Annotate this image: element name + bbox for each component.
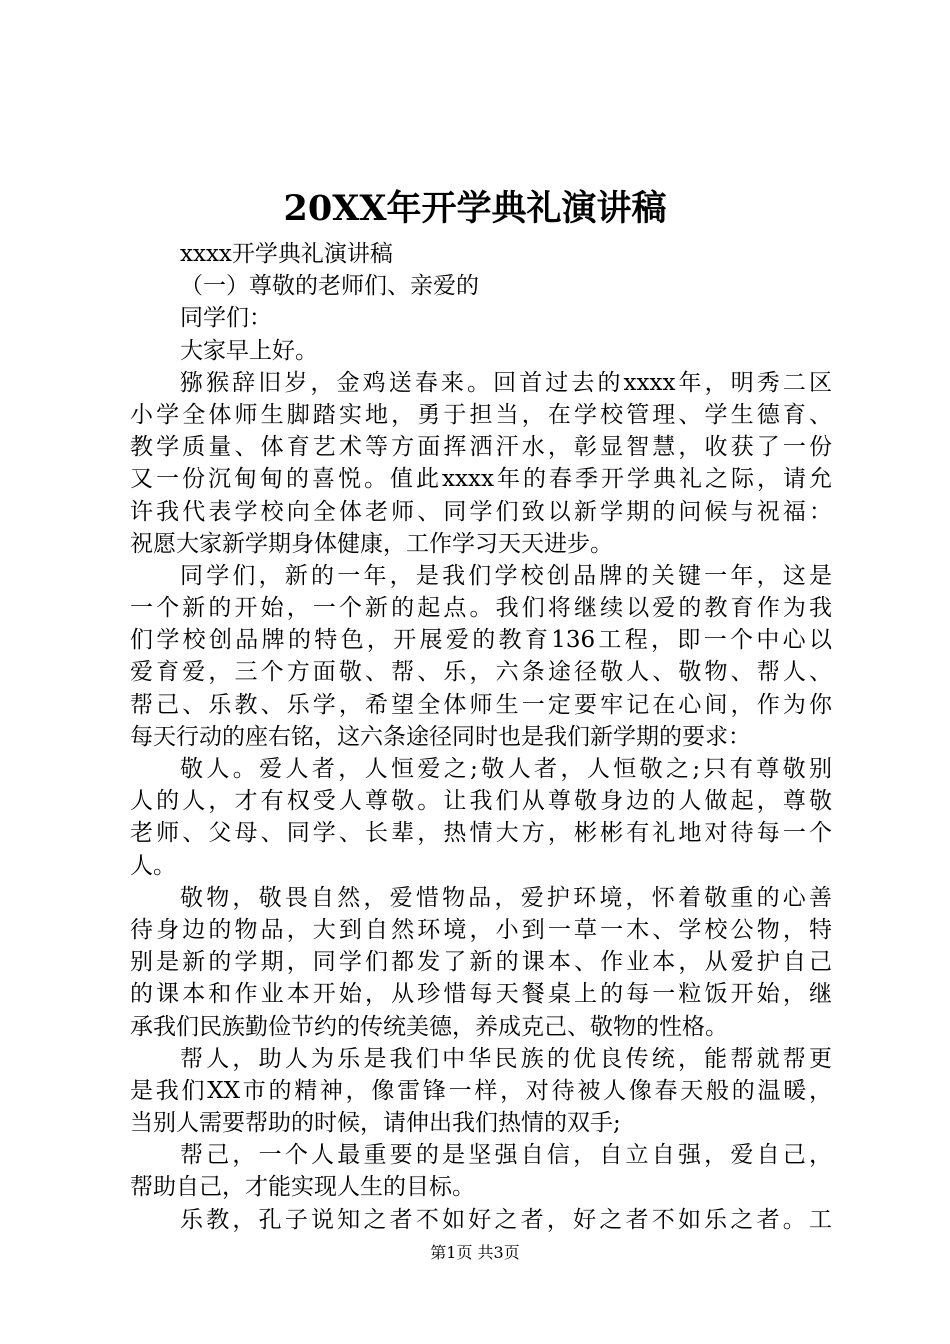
body-line: 教学质量、体育艺术等方面挥洒汗水，彰显智慧，收获了一份: [130, 434, 832, 461]
body-line: 承我们民族勤俭节约的传统美德，养成克己、敬物的性格。: [130, 1013, 728, 1040]
body-line: 大家早上好。: [180, 337, 318, 364]
body-line: 老师、父母、同学、长辈，热情大方，彬彬有礼地对待每一个: [130, 820, 832, 847]
body-line: 当别人需要帮助的时候，请伸出我们热情的双手;: [130, 1110, 621, 1137]
page-footer: 第1页 共3页: [430, 1243, 520, 1262]
body-line: 的课本和作业本开始，从珍惜每天餐桌上的每一粒饭开始，继: [130, 981, 832, 1008]
body-line: 敬物，敬畏自然，爱惜物品，爱护环境，怀着敬重的心善: [180, 884, 832, 911]
document-body: [130, 238, 832, 1236]
body-line: 祝愿大家新学期身体健康，工作学习天天进步。: [130, 530, 613, 557]
document-title: 20XX年开学典礼演讲稿: [283, 188, 667, 229]
body-line: 爱育爱，三个方面敬、帮、乐，六条途径敬人、敬物、帮人、: [130, 659, 832, 686]
body-line: 许我代表学校向全体老师、同学们致以新学期的问候与祝福：: [130, 498, 832, 525]
body-line: 帮人，助人为乐是我们中华民族的优良传统，能帮就帮更: [180, 1045, 832, 1072]
body-line: 敬人。爱人者，人恒爱之;敬人者，人恒敬之;只有尊敬别: [180, 756, 832, 782]
body-line: 帮己，一个人最重要的是坚强自信，自立自强，爱自己，: [180, 1142, 832, 1169]
body-line: 们学校创品牌的特色，开展爱的教育136工程，即一个中心以: [130, 627, 832, 654]
body-line: 人。: [130, 852, 176, 879]
body-line: 乐教，孔子说知之者不如好之者，好之者不如乐之者。工: [180, 1206, 832, 1233]
body-line: 猕猴辞旧岁，金鸡送春来。回首过去的xxxx年，明秀二区: [180, 369, 832, 396]
body-line: 帮助自己，才能实现人生的目标。: [130, 1174, 475, 1201]
body-line: 是我们XX市的精神，像雷锋一样，对待被人像春天般的温暖，: [130, 1077, 832, 1104]
body-line: 一个新的开始，一个新的起点。我们将继续以爱的教育作为我: [130, 595, 832, 622]
body-line: 同学们，新的一年，是我们学校创品牌的关键一年，这是: [180, 562, 832, 589]
body-line: 同学们：: [180, 305, 272, 332]
body-line: 人的人，才有权受人尊敬。让我们从尊敬身边的人做起，尊敬: [130, 788, 832, 815]
body-line: 待身边的物品，大到自然环境，小到一草一木、学校公物，特: [130, 916, 832, 943]
body-line: 帮己、乐教、乐学，希望全体师生一定要牢记在心间，作为你: [130, 691, 832, 718]
body-line: （一）尊敬的老师们、亲爱的: [180, 273, 479, 300]
body-line: xxxx开学典礼演讲稿: [180, 241, 393, 267]
body-line: 别是新的学期，同学们都发了新的课本、作业本，从爱护自己: [130, 949, 832, 976]
body-line: 小学全体师生脚踏实地，勇于担当，在学校管理、学生德育、: [130, 401, 832, 428]
body-line: 每天行动的座右铭，这六条途径同时也是我们新学期的要求：: [130, 723, 751, 750]
body-line: 又一份沉甸甸的喜悦。值此xxxx年的春季开学典礼之际，请允: [130, 466, 832, 493]
